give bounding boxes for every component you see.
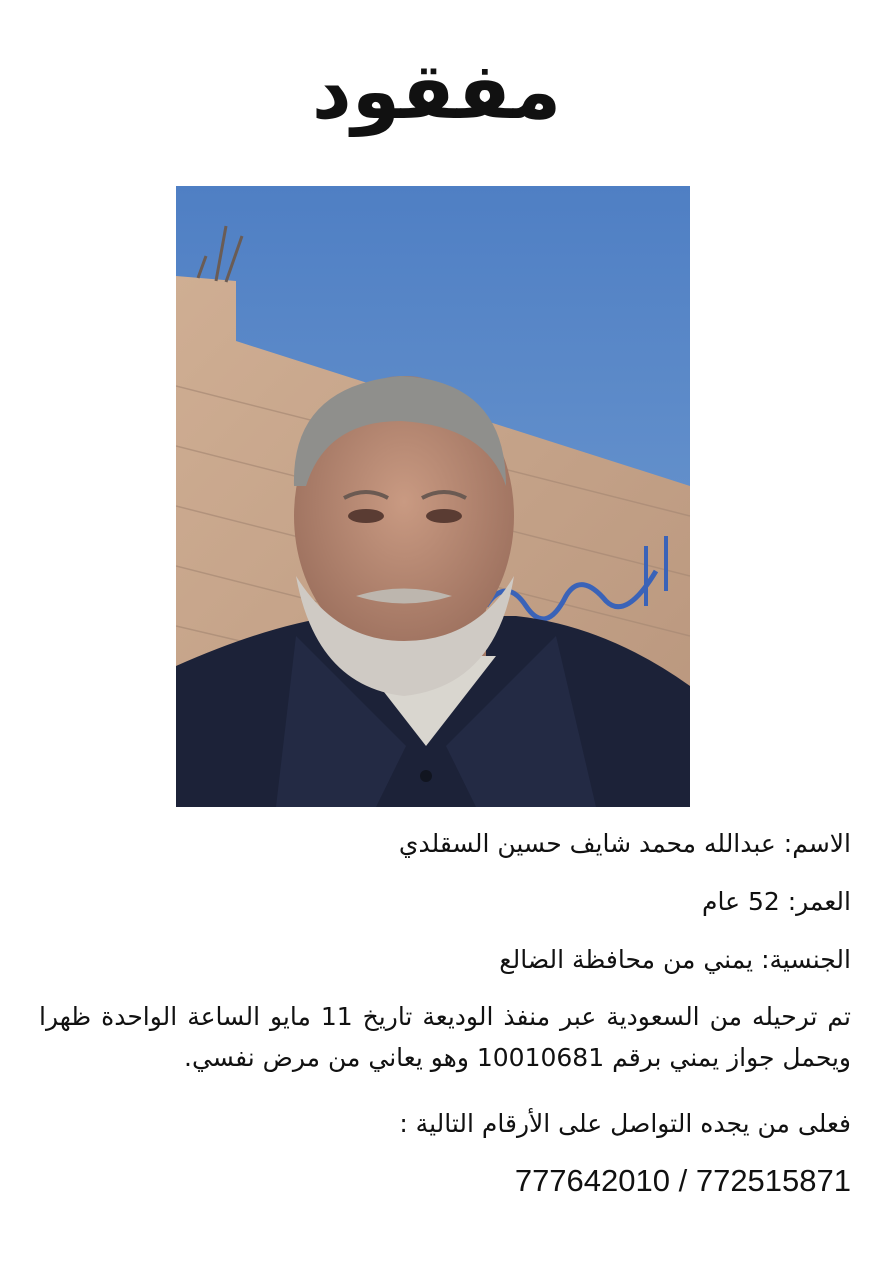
name-line: الاسم: عبدالله محمد شايف حسين السقلدي — [398, 829, 851, 858]
poster-title: مفقود — [311, 47, 562, 137]
phone-numbers: 777642010 / 772515871 — [514, 1163, 851, 1198]
nationality-line: الجنسية: يمني من محافظة الضالع — [499, 945, 851, 974]
details-paragraph: تم ترحيله من السعودية عبر منفذ الوديعة تاريخ 11 مايو الساعة الواحدة ظهرا ويحمل جواز يمني برقم 10010681 وهو يعاني من مرض نفسي. — [39, 1002, 852, 1072]
contact-line: فعلى من يجده التواصل على الأرقام التالية : — [399, 1109, 851, 1138]
age-line: العمر: 52 عام — [701, 887, 851, 916]
missing-person-photo — [176, 186, 690, 807]
